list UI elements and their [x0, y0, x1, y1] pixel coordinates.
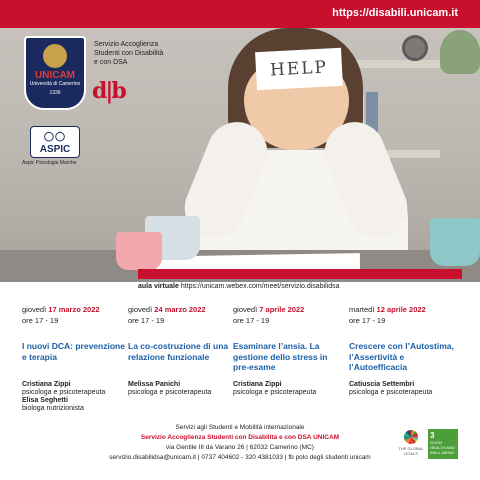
speaker-role: psicologa e psicoterapeuta: [233, 389, 317, 396]
dsa-logo: d|b: [92, 78, 125, 104]
unicam-year: 1336: [49, 90, 61, 96]
service-name: Servizio Accoglienza Studenti con Disabilità e con DSA: [94, 41, 164, 66]
speaker-name: Catiuscia Settembri: [349, 381, 415, 388]
session-date: giovedì 24 marzo 2022: [128, 305, 206, 314]
speaker-role: psicologa e psicoterapeuta: [349, 389, 433, 396]
speaker-name: Cristiana Zippi: [22, 381, 71, 388]
session-card: [22, 305, 130, 413]
speaker-name: Cristiana Zippi: [233, 381, 282, 388]
sdg3-badge: 3 GOOD HEALTH AND WELL-BEING: [428, 429, 458, 459]
unicam-logo: [24, 36, 86, 110]
aspic-subtitle: Aspic Psicologia Marche: [22, 160, 77, 166]
footer-service: Servizio Accoglienza Studenti con Disabilità e con DSA UNICAM: [140, 434, 340, 441]
session-date: martedì 12 aprile 2022: [349, 305, 426, 314]
crest-icon: [43, 44, 67, 68]
webex-link[interactable]: https://unicam.webex.com/meet/servizio.disabilidsa: [180, 283, 340, 290]
speaker-name: Melissa Panichi: [128, 381, 181, 388]
top-bar: [0, 0, 480, 28]
global-goals-logo: THE GLOBAL GOALS: [394, 430, 428, 458]
speaker-role: psicologa e psicoterapeuta: [128, 389, 212, 396]
session-title: Crescere con l’Autostima, l’Assertività e l’Autoefficacia: [349, 341, 454, 372]
session-card: [233, 305, 341, 397]
aspic-eyes-icon: ◯◯: [43, 131, 67, 141]
session-date: giovedì 7 aprile 2022: [233, 305, 305, 314]
clock-icon: [402, 35, 428, 61]
plant-icon: [440, 30, 480, 74]
unicam-name: UNICAM: [35, 70, 75, 81]
speaker-role: psicologa e psicoterapeuta: [22, 389, 106, 396]
speaker-name: Elisa Seghetti: [22, 397, 68, 404]
footer-contacts: servizio.disabilidsa@unicam.it | 0737 404602 - 320 4381033 | fb polo degli studenti unicam: [109, 454, 371, 461]
aspic-logo: ◯◯ ASPIC: [30, 126, 80, 158]
session-card: [349, 305, 457, 397]
session-card: [128, 305, 236, 397]
session-date: giovedì 17 marzo 2022: [22, 305, 100, 314]
session-title: Esaminare l’ansia. La gestione dello stress in pre-esame: [233, 341, 328, 372]
mug-icon: [116, 232, 162, 270]
virtual-room: aula virtuale https://unicam.webex.com/meet/servizio.disabilidsa: [138, 283, 340, 290]
session-time: ore 17 - 19: [233, 316, 270, 325]
session-time: ore 17 - 19: [349, 316, 386, 325]
session-time: ore 17 - 19: [22, 316, 59, 325]
footer-address: via Gentile III da Varano 26 | 62032 Camerino (MC): [166, 444, 314, 451]
website-link[interactable]: https://disabili.unicam.it: [332, 7, 458, 19]
cup-icon: [430, 218, 480, 266]
goals-wheel-icon: [404, 430, 418, 444]
session-title: La co-costruzione di una relazione funzionale: [128, 341, 229, 362]
speaker-role: biologa nutrizionista: [22, 405, 84, 412]
red-strip: [138, 269, 462, 279]
session-title: I nuovi DCA: prevenzione e terapia: [22, 341, 125, 362]
help-note: HELP: [255, 48, 343, 90]
unicam-subtitle: Università di Camerino: [29, 81, 81, 87]
session-time: ore 17 - 19: [128, 316, 165, 325]
footer-department: Servizi agli Studenti e Mobilità internazionale: [175, 424, 305, 431]
